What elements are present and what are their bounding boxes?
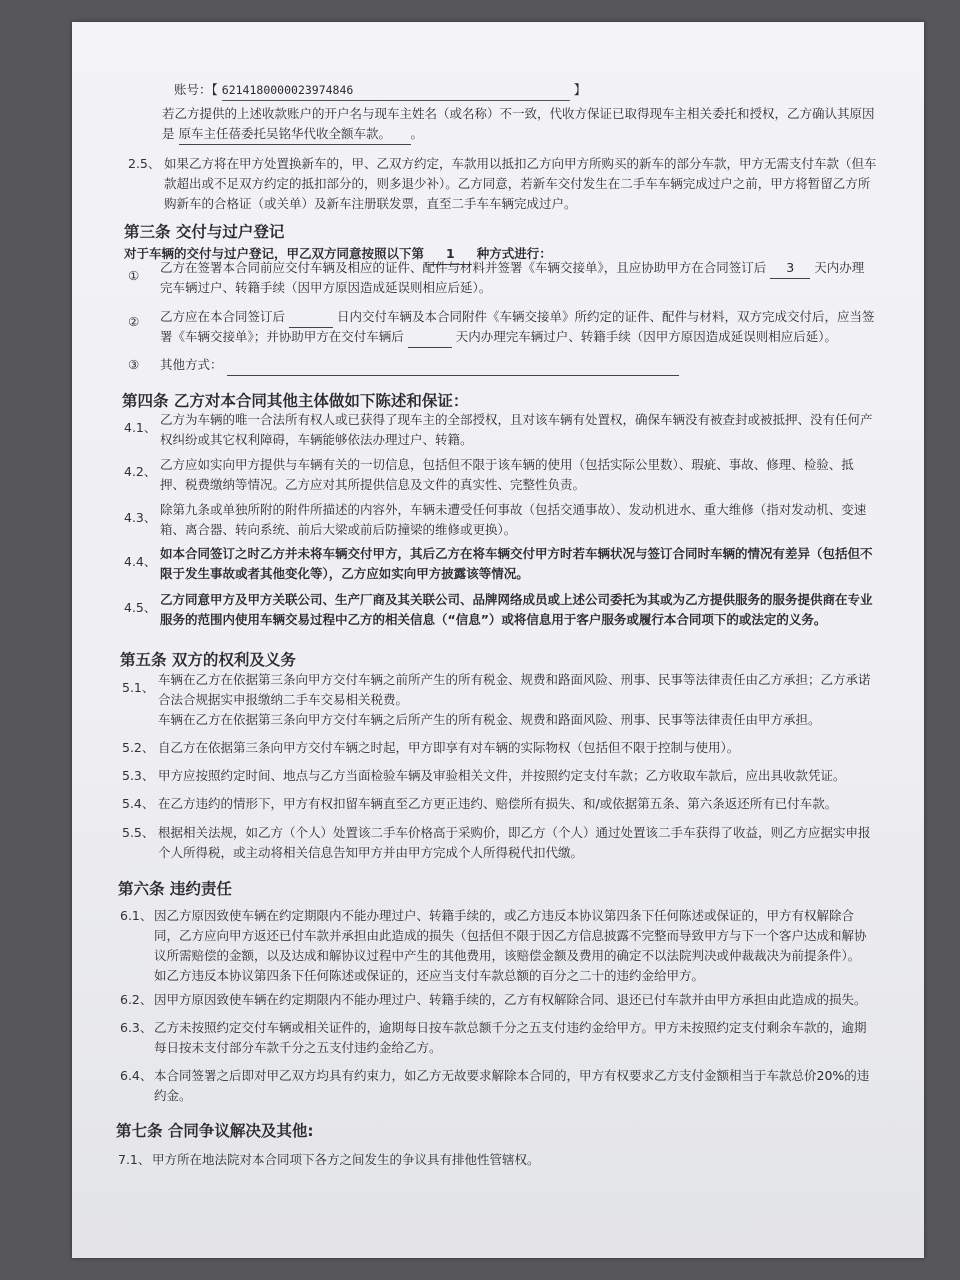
clause-4-5-line-2: 服务的范围内使用车辆交易过程中乙方的相关信息（“信息”）或将信息用于客户服务或履行本合同项下的或法定的义务。: [160, 612, 827, 627]
clause-number: 4.3、: [124, 510, 157, 525]
clause-2-5-line-2: 款超出或不足双方约定的抵扣部分的，则多退少补）。乙方同意，若新车交付发生在二手车车辆完成过户之前，甲方将暂留乙方所: [164, 176, 871, 191]
account-line: [174, 80, 586, 101]
clause-6-3-line-2: 每日按未支付部分车款千分之五支付违约金给乙方。: [154, 1040, 442, 1055]
clause-4-3-line-1: 除第九条或单独所附的附件所描述的内容外，车辆未遭受任何事故（包括交通事故）、发动机进水、重大维修（指对发动机、变速: [160, 502, 867, 517]
clause-number: 5.3、: [122, 768, 155, 783]
clause-5-3-line-1: 甲方应按照约定时间、地点与乙方当面检验车辆及审验相关文件，并按照约定支付车款；乙方收取车款后，应出具收款凭证。: [158, 768, 846, 783]
payee-reason-value: 原车主任蓓委托吴铭华代收全额车款。: [179, 124, 411, 145]
option-1-line-2: 完车辆过户、转籍手续（因甲方原因造成延误则相应后延）。: [160, 280, 492, 295]
clause-5-2-line-1: 自乙方在依据第三条向甲方交付车辆之时起，甲方即享有对车辆的实际物权（包括但不限于控制与使用）。: [158, 740, 740, 755]
clause-4-4-line-2: 限于发生事故或者其他变化等），乙方应如实向甲方披露该等情况。: [160, 566, 529, 581]
payee-mismatch-line-2: 是 原车主任蓓委托吴铭华代收全额车款。 。: [162, 124, 423, 145]
account-bracket-close: 】: [573, 82, 587, 97]
clause-6-1-line-1: 因乙方原因致使车辆在约定期限内不能办理过户、转籍手续的，或乙方违反本协议第四条下任何陈述或保证的，甲方有权解除合: [154, 908, 855, 923]
option-1-line-1: 乙方在签署本合同前应交付车辆及相应的证件、配件与材料并签署《车辆交接单》，且应协助甲方在合同签订后 3 天内办理: [160, 258, 864, 279]
clause-6-2-line-1: 因甲方原因致使车辆在约定期限内不能办理过户、转籍手续的，乙方有权解除合同、退还已付车款并由甲方承担由此造成的损失。: [154, 992, 867, 1007]
option-2-transfer-days-blank: [408, 327, 452, 348]
clause-4-1-line-2: 权纠纷或其它权利障碍，车辆能够依法办理过户、转籍。: [160, 432, 473, 447]
account-field: [222, 80, 570, 101]
clause-4-3-line-2: 箱、离合器、转向系统、前后大梁或前后防撞梁的维修或更换）。: [160, 522, 517, 537]
clause-6-4-line-2: 约金。: [154, 1088, 192, 1103]
clause-number: 4.2、: [124, 464, 157, 479]
delivery-method-value: 1: [428, 244, 472, 265]
clause-4-2-line-1: 乙方应如实向甲方提供与车辆有关的一切信息，包括但不限于该车辆的使用（包括实际公里数）、瑕疵、事故、修理、检验、抵: [160, 457, 854, 472]
clause-4-1-line-1: 乙方为车辆的唯一合法所有权人或已获得了现车主的全部授权，且对该车辆有处置权，确保车辆没有被查封或被抵押、没有任何产: [160, 412, 873, 427]
article-7-title: 第七条 合同争议解决及其他:: [116, 1122, 314, 1140]
payee-mismatch-line-1: 若乙方提供的上述收款账户的开户名与现车主姓名（或名称）不一致，代收方保证已取得现车主相关委托和授权，乙方确认其原因: [162, 106, 875, 121]
clause-7-1-line-1: 甲方所在地法院对本合同项下各方之间发生的争议具有排他性管辖权。: [152, 1152, 540, 1167]
clause-5-1-line-1: 车辆在乙方在依据第三条向甲方交付车辆之前所产生的所有税金、规费和路面风险、刑事、民事等法律责任由乙方承担；乙方承诺: [158, 672, 871, 687]
article-5-title: 第五条 双方的权利及义务: [120, 651, 296, 669]
clause-2-5-line-1: 如果乙方将在甲方处置换新车的，甲、乙双方约定，车款用以抵扣乙方向甲方所购买的新车的部分车款，甲方无需支付车款（但车: [164, 156, 877, 171]
option-1-days-value: 3: [770, 258, 810, 279]
clause-2-5-line-3: 购新车的合格证（或关单）及新车注册联发票，直至二手车车辆完成过户。: [164, 196, 577, 211]
clause-6-1-line-2: 同，乙方应向甲方返还已付车款并承担由此造成的损失（包括但不限于因乙方信息披露不完整而导致甲方与下一个客户达成和解协: [154, 928, 867, 943]
clause-5-1-line-2: 合法合规据实申报缴纳二手车交易相关税费。: [158, 692, 409, 707]
clause-number: 6.3、: [120, 1020, 153, 1035]
clause-5-5-line-1: 根据相关法规，如乙方（个人）处置该二手车价格高于采购价，即乙方（个人）通过处置该二手车获得了收益，则乙方应据实申报: [158, 825, 871, 840]
account-bracket-open: 【: [211, 82, 218, 97]
clause-number: 5.4、: [122, 796, 155, 811]
clause-number: 4.1、: [124, 420, 157, 435]
clause-number: 5.1、: [122, 680, 155, 695]
clause-5-5-line-2: 个人所得税，或主动将相关信息告知甲方并由甲方完成个人所得税代扣代缴。: [158, 845, 584, 860]
account-number: 6214180000023974846: [221, 83, 354, 97]
other-method-blank: [227, 355, 679, 376]
clause-number: 4.4、: [124, 554, 157, 569]
option-2-line-2: 署《车辆交接单》；并协助甲方在交付车辆后 天内办理完车辆过户、转籍手续（因甲方原因造成延误则相应后延）。: [160, 327, 837, 348]
clause-6-3-line-1: 乙方未按照约定交付车辆或相关证件的，逾期每日按车款总额千分之五支付违约金给甲方。甲方未按照约定支付剩余车款的，逾期: [154, 1020, 867, 1035]
clause-6-4-line-1: 本合同签署之后即对甲乙双方均具有约束力，如乙方无故要求解除本合同的，甲方有权要求乙方支付金额相当于车款总价20%的违: [154, 1068, 870, 1083]
clause-number: 6.4、: [120, 1068, 153, 1083]
article-6-title: 第六条 违约责任: [118, 880, 232, 898]
article-3-intro: 对于车辆的交付与过户登记，甲乙双方同意按照以下第 1 种方式进行：: [124, 244, 552, 265]
contract-page: [72, 22, 924, 1258]
clause-number: 5.2、: [122, 740, 155, 755]
clause-5-1-line-3: 车辆在乙方在依据第三条向甲方交付车辆之后所产生的所有税金、规费和路面风险、刑事、民事等法律责任由甲方承担。: [158, 712, 821, 727]
article-3-title: 第三条 交付与过户登记: [124, 223, 285, 241]
clause-number: 5.5、: [122, 825, 155, 840]
account-label: 账号：: [174, 82, 212, 97]
option-2-days-blank: [289, 307, 333, 328]
option-1-marker: ①: [128, 268, 140, 283]
option-2-line-1: 乙方应在本合同签订后 日内交付车辆及本合同附件《车辆交接单》所约定的证件、配件与材料，双方完成交付后，应当签: [160, 307, 875, 328]
option-2-marker: ②: [128, 314, 140, 329]
clause-number: 2.5、: [128, 156, 161, 171]
option-3-marker: ③: [128, 357, 140, 372]
article-4-title: 第四条 乙方对本合同其他主体做如下陈述和保证：: [122, 392, 469, 410]
clause-number: 6.1、: [120, 908, 153, 923]
clause-number: 4.5、: [124, 600, 157, 615]
clause-number: 7.1、: [118, 1152, 151, 1167]
clause-4-2-line-2: 押、税费缴纳等情况。乙方应对其所提供信息及文件的真实性、完整性负责。: [160, 477, 586, 492]
clause-number: 6.2、: [120, 992, 153, 1007]
clause-4-4-line-1: 如本合同签订之时乙方并未将车辆交付甲方，其后乙方在将车辆交付甲方时若车辆状况与签订合同时车辆的情况有差异（包括但不: [160, 546, 873, 561]
clause-5-4-line-1: 在乙方违约的情形下，甲方有权扣留车辆直至乙方更正违约、赔偿所有损失、和/或依据第五条、第六条返还所有已付车款。: [158, 796, 838, 811]
clause-6-1-line-3: 议所需赔偿的金额，以及达成和解协议过程中产生的其他费用，该赔偿金额及费用的确定不以法院判决或仲裁裁决为前提条件）。: [154, 948, 861, 963]
clause-4-5-line-1: 乙方同意甲方及甲方关联公司、生产厂商及其关联公司、品牌网络成员或上述公司委托为其或为乙方提供服务的服务提供商在专业: [160, 592, 873, 607]
option-3-line: 其他方式：: [160, 355, 679, 376]
clause-6-1-line-4: 如乙方违反本协议第四条下任何陈述或保证的，还应当支付车款总额的百分之二十的违约金给甲方。: [154, 968, 705, 983]
